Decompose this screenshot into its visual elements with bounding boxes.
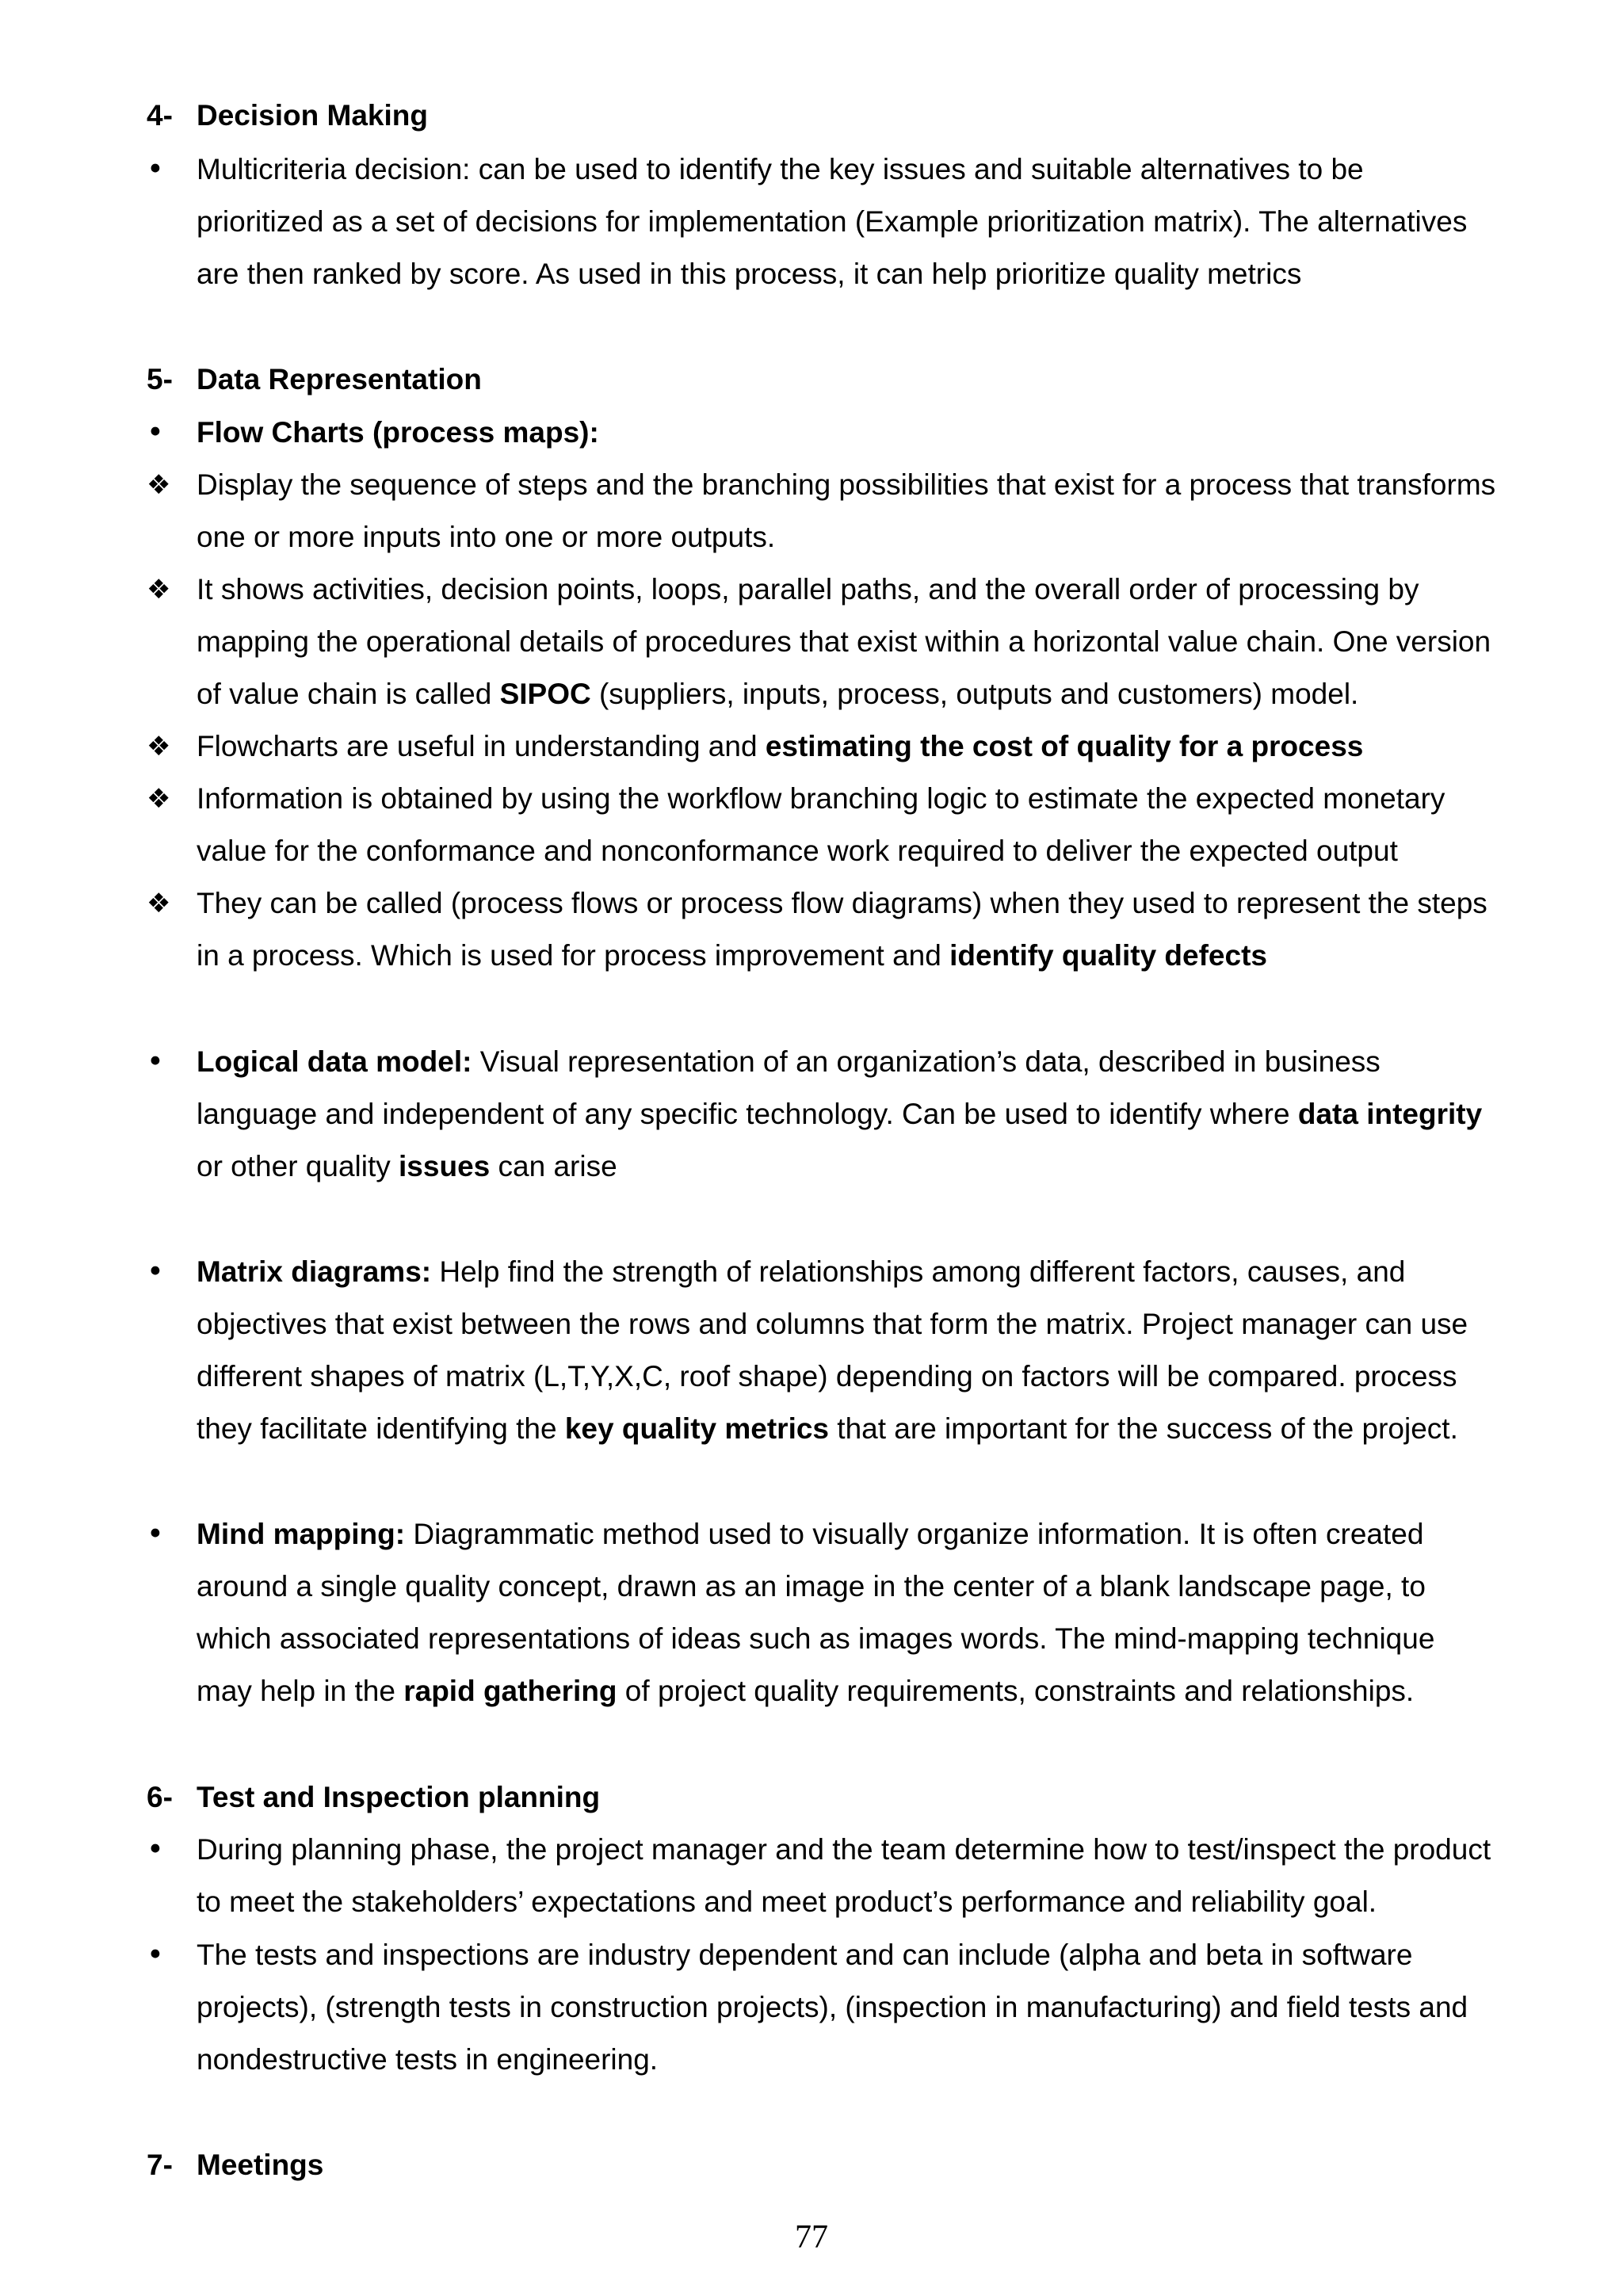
section-title: Test and Inspection planning — [197, 1781, 601, 1813]
paragraph-line — [197, 1140, 617, 1193]
mind-mapping-line-4 — [0, 1665, 1623, 1717]
paragraph-line: one or more inputs into one or more outputs. — [197, 521, 776, 553]
paragraph-line: nondestructive tests in engineering. — [197, 2043, 659, 2076]
paragraph-line — [197, 1403, 1458, 1455]
text-run: Flowcharts are useful in understanding and — [197, 730, 766, 762]
decision-bullet-line-1 — [0, 143, 1623, 196]
section-number: 5- — [147, 363, 173, 395]
flow-item-5-line-1 — [0, 877, 1623, 930]
emphasis-issues: issues — [399, 1150, 491, 1182]
subsection-title: Flow Charts (process maps): — [197, 416, 599, 449]
paragraph-line: Information is obtained by using the workflow branching logic to estimate the expected monetary — [197, 782, 1445, 815]
matrix-diagrams-line-2 — [0, 1298, 1623, 1350]
flow-item-1-line-1 — [0, 459, 1623, 511]
paragraph-line — [197, 1088, 1482, 1140]
page-number: 77 — [795, 2219, 828, 2256]
term-matrix-diagrams: Matrix diagrams: — [197, 1255, 432, 1288]
flow-charts-heading — [0, 407, 1623, 459]
text-run: or other quality — [197, 1150, 399, 1182]
flow-item-1-line-2 — [0, 511, 1623, 563]
paragraph-line: During planning phase, the project manager and the team determine how to test/inspect the product — [197, 1833, 1491, 1866]
diamond-bullet-icon: ❖ — [147, 574, 171, 606]
test-bullet-1-line-2 — [0, 1876, 1623, 1928]
paragraph-line — [197, 1665, 1414, 1717]
text-run: they facilitate identifying the — [197, 1412, 565, 1445]
bullet-marker: • — [147, 1938, 164, 1972]
diamond-bullet-icon: ❖ — [147, 783, 171, 815]
diamond-bullet-icon: ❖ — [147, 888, 171, 919]
flow-item-4-line-1 — [0, 773, 1623, 825]
text-run: Diagrammatic method used to visually organize information. It is often created — [405, 1518, 1424, 1550]
paragraph-line — [197, 930, 1267, 982]
section-7-heading — [0, 2139, 1623, 2191]
mind-mapping-line-1 — [0, 1508, 1623, 1561]
flow-item-2-line-2 — [0, 616, 1623, 668]
diamond-bullet-icon: ❖ — [147, 469, 171, 501]
paragraph-line — [197, 1508, 1423, 1561]
logical-data-model-line-3 — [0, 1140, 1623, 1193]
paragraph-line: objectives that exist between the rows and columns that form the matrix. Project manager can use — [197, 1308, 1468, 1340]
paragraph-line: Multicriteria decision: can be used to identify the key issues and suitable alternatives to be — [197, 153, 1364, 185]
flow-item-2-line-3 — [0, 668, 1623, 720]
paragraph-line: projects), (strength tests in construction projects), (inspection in manufacturing) and field tests and — [197, 1991, 1468, 2023]
paragraph-line: It shows activities, decision points, loops, parallel paths, and the overall order of processing by — [197, 573, 1419, 606]
paragraph-line — [197, 720, 1363, 773]
test-bullet-2-line-2 — [0, 1981, 1623, 2034]
flow-item-3 — [0, 720, 1623, 773]
flow-item-2-line-1 — [0, 563, 1623, 616]
emphasis-key-quality-metrics: key quality metrics — [564, 1412, 830, 1445]
decision-bullet-line-2 — [0, 196, 1623, 248]
test-bullet-2-line-3 — [0, 2034, 1623, 2086]
section-4-heading — [0, 90, 1623, 142]
decision-bullet-line-3 — [0, 248, 1623, 300]
paragraph-line: to meet the stakeholders’ expectations and meet product’s performance and reliability goal. — [197, 1885, 1377, 1918]
test-bullet-2-line-1 — [0, 1929, 1623, 1981]
paragraph-line: Display the sequence of steps and the branching possibilities that exist for a process that transforms — [197, 468, 1496, 501]
emphasis-data-integrity: data integrity — [1297, 1098, 1483, 1130]
mind-mapping-line-2 — [0, 1561, 1623, 1613]
bullet-marker: • — [147, 1045, 164, 1079]
emphasis-cost-of-quality: estimating the cost of quality for a process — [765, 730, 1364, 762]
section-5-heading — [0, 353, 1623, 406]
matrix-diagrams-line-4 — [0, 1403, 1623, 1455]
paragraph-line: value for the conformance and nonconformance work required to deliver the expected output — [197, 835, 1398, 867]
paragraph-line — [197, 668, 1358, 720]
text-run: Visual representation of an organization’s data, described in business — [472, 1045, 1381, 1078]
flow-item-4-line-2 — [0, 825, 1623, 877]
section-number: 7- — [147, 2149, 173, 2181]
text-run: (suppliers, inputs, process, outputs and customers) model. — [590, 678, 1359, 710]
diamond-bullet-icon: ❖ — [147, 731, 171, 762]
section-title: Data Representation — [197, 363, 482, 395]
bullet-marker: • — [147, 152, 164, 186]
emphasis-rapid-gathering: rapid gathering — [403, 1675, 617, 1707]
text-run: can arise — [490, 1150, 617, 1182]
section-title: Meetings — [197, 2149, 324, 2181]
paragraph-line — [197, 1036, 1381, 1088]
section-title: Decision Making — [197, 99, 428, 132]
test-bullet-1-line-1 — [0, 1824, 1623, 1876]
term-logical-data-model: Logical data model: — [197, 1045, 472, 1078]
paragraph-line: mapping the operational details of procedures that exist within a horizontal value chain. One version — [197, 625, 1491, 658]
text-run: Help find the strength of relationships among different factors, causes, and — [431, 1255, 1406, 1288]
text-run: of value chain is called — [197, 678, 500, 710]
paragraph-line: They can be called (process flows or process flow diagrams) when they used to represent the steps — [197, 887, 1487, 919]
bullet-marker: • — [147, 1517, 164, 1551]
text-run: language and independent of any specific technology. Can be used to identify where — [197, 1098, 1298, 1130]
bullet-marker: • — [147, 415, 164, 449]
text-run: of project quality requirements, constraints and relationships. — [617, 1675, 1415, 1707]
text-run: may help in the — [197, 1675, 404, 1707]
mind-mapping-line-3 — [0, 1613, 1623, 1665]
section-6-heading — [0, 1771, 1623, 1824]
paragraph-line: different shapes of matrix (L,T,Y,X,C, roof shape) depending on factors will be compared. process — [197, 1360, 1457, 1392]
matrix-diagrams-line-1 — [0, 1246, 1623, 1298]
text-run: that are important for the success of the project. — [829, 1412, 1458, 1445]
logical-data-model-line-2 — [0, 1088, 1623, 1140]
paragraph-line — [197, 1246, 1405, 1298]
term-mind-mapping: Mind mapping: — [197, 1518, 406, 1550]
bullet-marker: • — [147, 1832, 164, 1866]
paragraph-line: around a single quality concept, drawn as an image in the center of a blank landscape page, to — [197, 1570, 1426, 1603]
section-number: 6- — [147, 1781, 173, 1813]
flow-item-5-line-2 — [0, 930, 1623, 982]
paragraph-line: prioritized as a set of decisions for implementation (Example prioritization matrix). The alternatives — [197, 205, 1468, 238]
paragraph-line: which associated representations of ideas such as images words. The mind-mapping technique — [197, 1622, 1435, 1655]
section-number: 4- — [147, 99, 173, 132]
logical-data-model-line-1 — [0, 1036, 1623, 1088]
emphasis-sipoc: SIPOC — [499, 678, 591, 710]
bullet-marker: • — [147, 1255, 164, 1289]
matrix-diagrams-line-3 — [0, 1350, 1623, 1403]
emphasis-quality-defects: identify quality defects — [949, 939, 1267, 972]
paragraph-line: are then ranked by score. As used in this process, it can help prioritize quality metrics — [197, 258, 1302, 290]
text-run: in a process. Which is used for process improvement and — [197, 939, 950, 972]
paragraph-line: The tests and inspections are industry dependent and can include (alpha and beta in software — [197, 1939, 1413, 1971]
